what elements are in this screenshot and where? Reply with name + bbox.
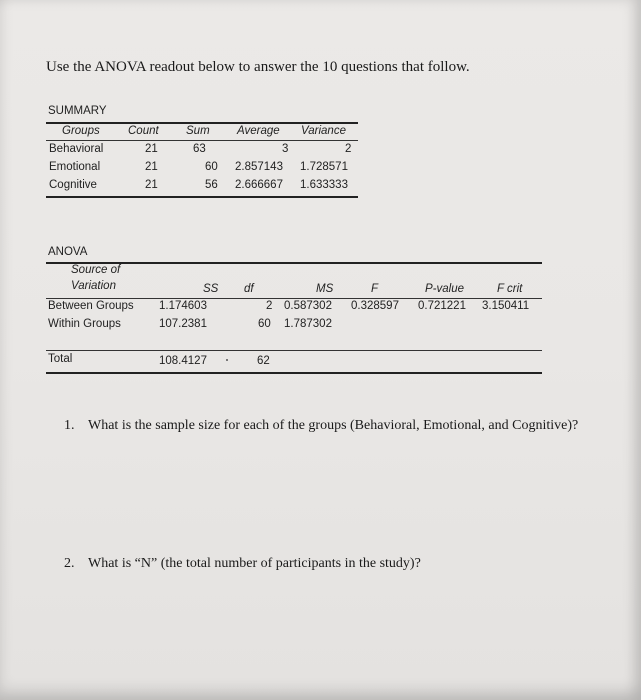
anova-header-f: F [371, 283, 379, 295]
anova-total-ss: 108.4127 [159, 355, 207, 367]
summary-row-sum: 60 [205, 161, 218, 173]
summary-header-sum: Sum [186, 125, 210, 137]
anova-header-fcrit: F crit [497, 283, 523, 295]
anova-total-label: Total [48, 353, 73, 365]
anova-row-ss: 1.174603 [159, 300, 207, 312]
summary-row-group: Cognitive [49, 179, 97, 191]
question-text: What is the sample size for each of the groups (Behavioral, Emotional, and Cognitive)? [88, 418, 579, 433]
anova-header-df: df [244, 283, 254, 295]
summary-header-average: Average [237, 125, 280, 137]
summary-row-group: Behavioral [49, 143, 104, 155]
summary-row-average: 3 [282, 143, 289, 155]
anova-row-df: 2 [266, 300, 273, 312]
anova-header-pvalue: P-value [425, 283, 464, 295]
summary-row-average: 2.666667 [235, 179, 283, 191]
anova-header-ss: SS [203, 283, 219, 295]
question-text: What is “N” (the total number of participants in the study)? [88, 556, 421, 571]
summary-row-count: 21 [145, 161, 158, 173]
question-2 [64, 556, 421, 572]
summary-header-variance: Variance [301, 125, 346, 137]
summary-row-variance: 1.728571 [300, 161, 348, 173]
summary-row-count: 21 [145, 179, 158, 191]
anova-header-source-line2: Variation [71, 280, 116, 292]
summary-bottom-rule [46, 196, 358, 198]
anova-row-ms: 0.587302 [284, 300, 332, 312]
summary-title: SUMMARY [48, 105, 107, 117]
anova-row-ms: 1.787302 [284, 318, 332, 330]
summary-top-rule [46, 122, 358, 124]
anova-total-rule [46, 350, 542, 351]
summary-header-count: Count [128, 125, 159, 137]
summary-header-groups: Groups [62, 125, 100, 137]
summary-row-variance: 1.633333 [300, 179, 348, 191]
summary-header-rule [46, 140, 358, 141]
pen-mark [226, 359, 228, 361]
summary-row-average: 2.857143 [235, 161, 283, 173]
anova-row-source: Between Groups [48, 300, 134, 312]
anova-row-fcrit: 3.150411 [482, 300, 530, 312]
anova-row-source: Within Groups [48, 318, 121, 330]
anova-row-ss: 107.2381 [159, 318, 207, 330]
instructions-text: Use the ANOVA readout below to answer the 10 questions that follow. [46, 59, 470, 75]
anova-row-df: 60 [258, 318, 271, 330]
summary-row-count: 21 [145, 143, 158, 155]
anova-bottom-rule [46, 372, 542, 374]
anova-header-rule [46, 298, 542, 299]
summary-row-sum: 63 [193, 143, 206, 155]
summary-row-variance: 2 [345, 143, 352, 155]
anova-row-f: 0.328597 [351, 300, 399, 312]
summary-row-sum: 56 [205, 179, 218, 191]
summary-row-group: Emotional [49, 161, 101, 173]
anova-top-rule [46, 262, 542, 264]
anova-header-source-line1: Source of [71, 264, 121, 276]
question-1 [64, 418, 578, 434]
anova-row-pvalue: 0.721221 [418, 300, 466, 312]
anova-header-ms: MS [316, 283, 334, 295]
question-number: 2. [64, 556, 75, 571]
anova-title: ANOVA [48, 246, 88, 258]
anova-total-df: 62 [257, 355, 270, 367]
question-number: 1. [64, 418, 75, 433]
